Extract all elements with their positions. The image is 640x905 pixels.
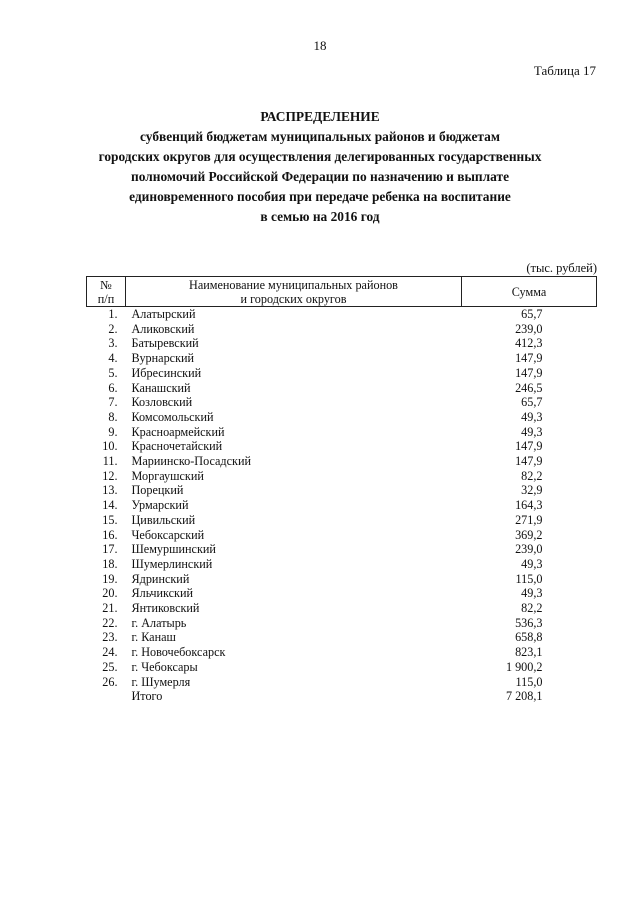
table-label: Таблица 17 <box>533 63 596 78</box>
row-name: г. Новочебоксарск <box>131 645 226 660</box>
row-name: Урмарский <box>131 498 189 513</box>
row-sum: 164,3 <box>515 498 543 513</box>
row-number: 1. <box>108 307 118 321</box>
row-sum: 65,7 <box>521 395 543 410</box>
row-name: Мариинско-Посадский <box>131 454 252 469</box>
row-number: 14. <box>102 498 118 513</box>
row-sum: 271,9 <box>515 512 543 527</box>
header-sum: Сумма <box>462 277 597 307</box>
row-sum: 115,0 <box>515 674 543 689</box>
row-sum: 658,8 <box>515 630 543 645</box>
row-number: 3. <box>108 336 118 351</box>
row-number: 19. <box>102 571 118 586</box>
total-row <box>87 689 597 704</box>
row-number: 17. <box>102 542 118 557</box>
row-sum: 823,1 <box>515 645 543 660</box>
row-number: 12. <box>102 468 118 483</box>
heading-line: в семью на 2016 год <box>260 209 380 224</box>
row-name: Чебоксарский <box>131 527 205 542</box>
heading-line: единовременного пособия при передаче ребенка на воспитание <box>129 189 511 204</box>
row-number: 6. <box>108 380 118 395</box>
row-number: 2. <box>108 321 118 336</box>
total-label: Итого <box>131 689 163 704</box>
row-sum: 536,3 <box>515 615 543 630</box>
row-number: 21. <box>102 601 118 616</box>
row-name: Алатырский <box>131 307 196 321</box>
row-name: Ибресинский <box>131 365 202 380</box>
row-number: 7. <box>108 395 118 410</box>
table-row <box>87 439 597 454</box>
row-number: 11. <box>102 454 118 469</box>
row-name: Красноармейский <box>131 424 225 439</box>
row-sum: 369,2 <box>515 527 543 542</box>
table-row <box>87 425 597 440</box>
table-row <box>87 469 597 484</box>
row-name: г. Шумерля <box>131 674 191 689</box>
table-row <box>87 322 597 337</box>
table-row <box>87 528 597 543</box>
row-sum: 147,9 <box>515 439 543 454</box>
header-name <box>126 277 462 307</box>
table-row <box>87 307 597 322</box>
row-name: Шумерлинский <box>131 556 213 571</box>
row-name: Комсомольский <box>131 409 214 424</box>
row-name: Моргаушский <box>131 468 204 483</box>
page-number: 18 <box>313 38 327 53</box>
row-sum: 65,7 <box>521 307 543 321</box>
table-row <box>87 542 597 557</box>
table-row <box>87 366 597 381</box>
row-sum: 115,0 <box>515 571 543 586</box>
row-name: Батыревский <box>131 336 199 351</box>
row-sum: 239,0 <box>515 542 543 557</box>
row-number: 25. <box>102 659 118 674</box>
row-sum: 1 900,2 <box>505 659 543 674</box>
units-note: (тыс. рублей) <box>526 261 597 275</box>
row-sum: 239,0 <box>515 321 543 336</box>
row-sum: 147,9 <box>515 454 543 469</box>
row-number: 5. <box>108 365 118 380</box>
header-name-line1: Наименование муниципальных районов <box>189 277 398 292</box>
table-row <box>87 616 597 631</box>
total-number <box>87 689 126 704</box>
row-name: Канашский <box>131 380 191 395</box>
row-sum: 82,2 <box>521 601 543 616</box>
table-header-row <box>87 277 597 307</box>
table-body <box>87 307 597 704</box>
table-row <box>87 557 597 572</box>
total-sum: 7 208,1 <box>505 689 543 704</box>
row-name: г. Алатырь <box>131 615 187 630</box>
table-row <box>87 498 597 513</box>
heading-line: полномочий Российской Федерации по назначению и выплате <box>130 169 510 184</box>
table-row <box>87 381 597 396</box>
row-number: 26. <box>102 674 118 689</box>
table-row <box>87 572 597 587</box>
table-row <box>87 586 597 601</box>
row-name: Яльчикский <box>131 586 193 601</box>
table-row <box>87 601 597 616</box>
row-name: Аликовский <box>131 321 195 336</box>
row-name: Козловский <box>131 395 193 410</box>
table-row <box>87 395 597 410</box>
table-row <box>87 630 597 645</box>
row-name: г. Канаш <box>131 630 176 645</box>
row-name: Цивильский <box>131 512 196 527</box>
row-name: г. Чебоксары <box>131 659 198 674</box>
table-row <box>87 454 597 469</box>
header-number <box>87 277 126 307</box>
row-sum: 32,9 <box>521 483 543 498</box>
table-row <box>87 483 597 498</box>
row-sum: 246,5 <box>515 380 543 395</box>
row-number: 16. <box>102 527 118 542</box>
header-number-line1: № <box>100 277 112 292</box>
row-number: 10. <box>102 439 118 454</box>
row-name: Янтиковский <box>131 601 200 616</box>
row-number: 20. <box>102 586 118 601</box>
header-number-line2: п/п <box>97 291 115 306</box>
row-number: 8. <box>108 409 118 424</box>
document-heading <box>0 107 640 227</box>
table-row <box>87 675 597 690</box>
row-number: 15. <box>102 512 118 527</box>
table-row <box>87 336 597 351</box>
row-number: 23. <box>102 630 118 645</box>
table-row <box>87 410 597 425</box>
table-row <box>87 660 597 675</box>
distribution-table <box>86 276 597 704</box>
row-sum: 49,3 <box>521 424 543 439</box>
row-name: Шемуршинский <box>131 542 216 557</box>
heading-line: РАСПРЕДЕЛЕНИЕ <box>260 109 380 124</box>
row-number: 18. <box>102 556 118 571</box>
row-sum: 412,3 <box>515 336 543 351</box>
row-sum: 49,3 <box>521 556 543 571</box>
table-row <box>87 513 597 528</box>
row-number: 22. <box>102 615 118 630</box>
row-sum: 147,9 <box>515 351 543 366</box>
row-number: 24. <box>102 645 118 660</box>
header-name-line2: и городских округов <box>240 291 347 306</box>
row-name: Красночетайский <box>131 439 223 454</box>
row-sum: 49,3 <box>521 409 543 424</box>
row-name: Ядринский <box>131 571 190 586</box>
row-number: 13. <box>102 483 118 498</box>
row-name: Порецкий <box>131 483 184 498</box>
row-sum: 147,9 <box>515 365 543 380</box>
heading-line: городских округов для осуществления делегированных государственных <box>98 149 542 164</box>
table-row <box>87 351 597 366</box>
row-number: 4. <box>108 351 118 366</box>
row-number: 9. <box>108 424 118 439</box>
heading-line: субвенций бюджетам муниципальных районов и бюджетам <box>140 129 500 144</box>
row-name: Вурнарский <box>131 351 195 366</box>
row-sum: 82,2 <box>521 468 543 483</box>
row-sum: 49,3 <box>521 586 543 601</box>
table-row <box>87 645 597 660</box>
